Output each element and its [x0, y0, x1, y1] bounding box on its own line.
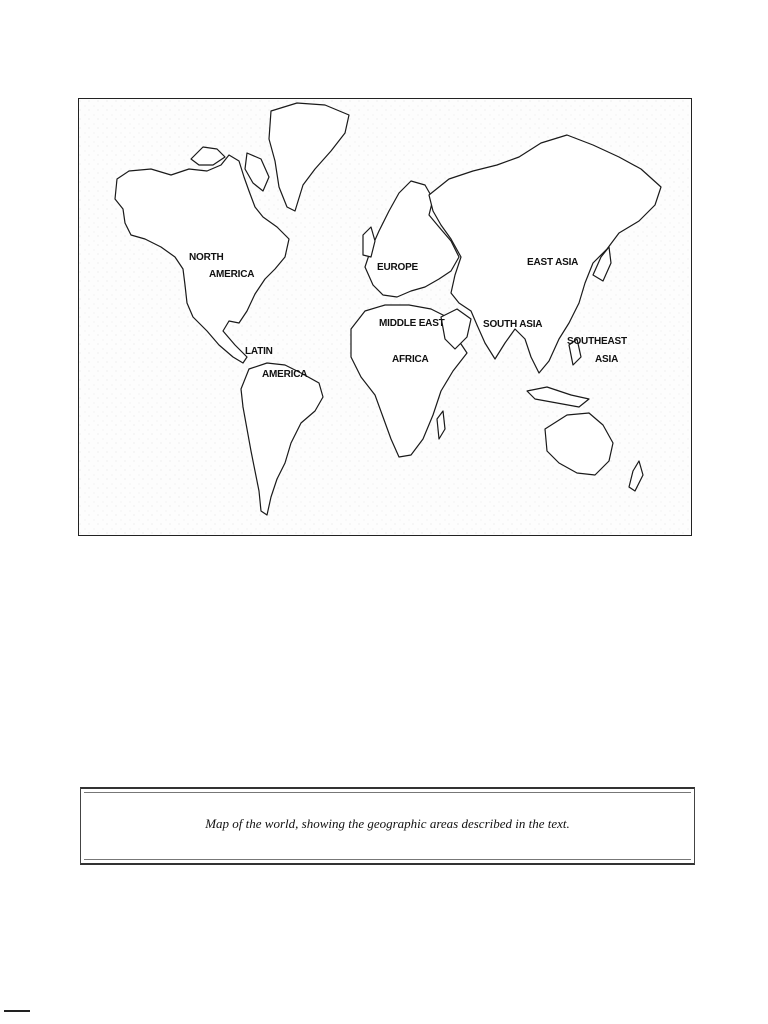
label-middle-east: MIDDLE EAST: [379, 318, 445, 329]
label-north-america-line2: AMERICA: [209, 269, 255, 280]
label-south-asia: SOUTH ASIA: [483, 319, 543, 330]
caption-box: [80, 787, 695, 865]
label-southeast-asia-line2: ASIA: [595, 354, 619, 365]
label-southeast-asia-line1: SOUTHEAST: [567, 336, 627, 347]
map-outlines: [79, 99, 690, 534]
label-latin-america-line1: LATIN: [245, 346, 273, 357]
label-east-asia: EAST ASIA: [527, 257, 579, 268]
label-latin-america-line2: AMERICA: [262, 369, 308, 380]
scan-mark: [4, 1010, 30, 1012]
world-map: [78, 98, 692, 536]
map-caption: Map of the world, showing the geographic areas described in the text.: [205, 816, 570, 831]
label-north-america-line1: NORTH: [189, 252, 224, 263]
label-africa: AFRICA: [392, 354, 429, 365]
label-europe: EUROPE: [377, 262, 419, 273]
